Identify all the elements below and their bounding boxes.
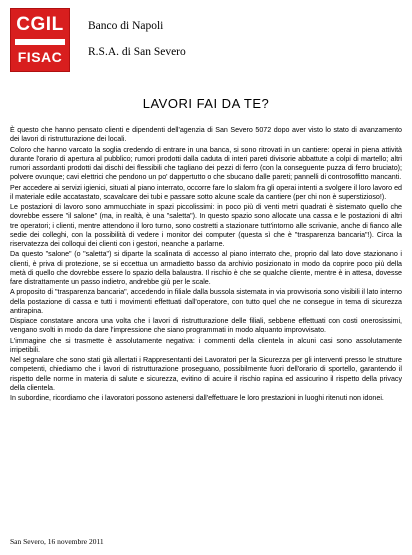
document-date: San Severo, 16 novembre 2011 — [10, 537, 104, 546]
paragraph: Da questo "salone" (o "saletta") si diparte la scalinata di accesso al piano interrato che, proprio dal lato dove stazionano i clienti, è priva di protezione, se si eccettua un armadietto basso da archivio posizionato in modo da coprire poco più della metà di quello che dovrebbe essere lo spazio della balaustra. Il rischio è che se qualche cliente, mentre è in attesa, dovesse fare distrattamente un passo indietro, andrebbe giù per le scale. — [10, 250, 402, 286]
logo-cgil-text: CGIL — [16, 14, 64, 35]
header-bank-name: Banco di Napoli — [88, 20, 164, 32]
logo-divider-bar — [15, 39, 65, 45]
paragraph: L'immagine che si trasmette è assolutamente negativa: i commenti della clientela in alcuni casi sono assolutamente irripetibili. — [10, 336, 402, 354]
logo-fisac-text: FISAC — [17, 49, 63, 65]
header-rsa: R.S.A. di San Severo — [88, 46, 186, 58]
cgil-fisac-logo — [10, 8, 70, 72]
paragraph: Nel segnalare che sono stati già allertati i Rappresentanti dei Lavoratori per la Sicurezza per gli interventi presso le strutture competenti, chiediamo che i lavori di ristrutturazione proseguano, possibilmente fuori dell'orario di sportello, garantendo il rispetto delle norme in materia di salute e sicurezza, evitino di acuire il rischio rapina ed assicurino il rispetto della privacy della clientela. — [10, 356, 402, 392]
paragraph: A proposito di "trasparenza bancaria", accedendo in filiale dalla bussola sistemata in via provvisoria sono visibili il lato interno della postazione di cassa e tutti i movimenti effettuati dall'operatore, con tutto quel che ne consegue in tema di sicurezza antirapina. — [10, 288, 402, 315]
document-body — [10, 126, 402, 404]
paragraph: È questo che hanno pensato clienti e dipendenti dell'agenzia di San Severo 5072 dopo aver visto lo stato di avanzamento dei lavori di ristrutturazione dei locali. — [10, 126, 402, 144]
paragraph: Le postazioni di lavoro sono ammucchiate in spazi piccolissimi: in poco più di venti metri quadrati è sistemato quello che dovrebbe essere "il salone" (ma, in realtà, è una "saletta"). In questo spazio sono allocate una cassa e le postazioni di altri tre operatori; i clienti, mentre attendono il loro turno, sono costretti a stazionare tutt'intorno alle scrivanie, anche di fianco alle sedie dei colleghi, con la possibilità di vedere i monitor dei computer (questa sì che è "trasparenza bancaria"!). Circa la riservatezza dei colloqui dei clienti con i gestori, neanche a parlarne. — [10, 203, 402, 248]
paragraph: Coloro che hanno varcato la soglia credendo di entrare in una banca, si sono ritrovati in un cantiere: operai in piena attività durante l'orario di apertura al pubblico; rumori prodotti dalla caduta di interi pareti divisorie abbattute a colpi di martello; altri rumori assordanti prodotti dai dischi dei flessibili che tagliano dei pezzi di ferro (con la conseguente puzza di ferro bruciato); polvere ovunque; cavi elettrici che pendono un po' dappertutto o che sbucano dalle pareti; pannelli di controsoffitto mancanti. — [10, 145, 402, 182]
paragraph: In subordine, ricordiamo che i lavoratori possono astenersi dall'effettuare le loro prestazioni in luoghi ritenuti non idonei. — [10, 394, 384, 402]
paragraph: Dispiace constatare ancora una volta che i lavori di ristrutturazione delle filiali, sebbene effettuati con costi onerosissimi, vengano svolti in modo da dare l'impressione che siano programmati in modo alquanto improvvisato. — [10, 317, 402, 335]
paragraph: Per accedere ai servizi igienici, situati al piano interrato, occorre fare lo slalom fra gli operai intenti a svolgere il loro lavoro ed il materiale edile accatastato, scavalcare dei tubi e passare sotto alcune scale da cantiere (per chi non è superstizioso!). — [10, 183, 402, 201]
page-title: LAVORI FAI DA TE? — [142, 96, 270, 111]
